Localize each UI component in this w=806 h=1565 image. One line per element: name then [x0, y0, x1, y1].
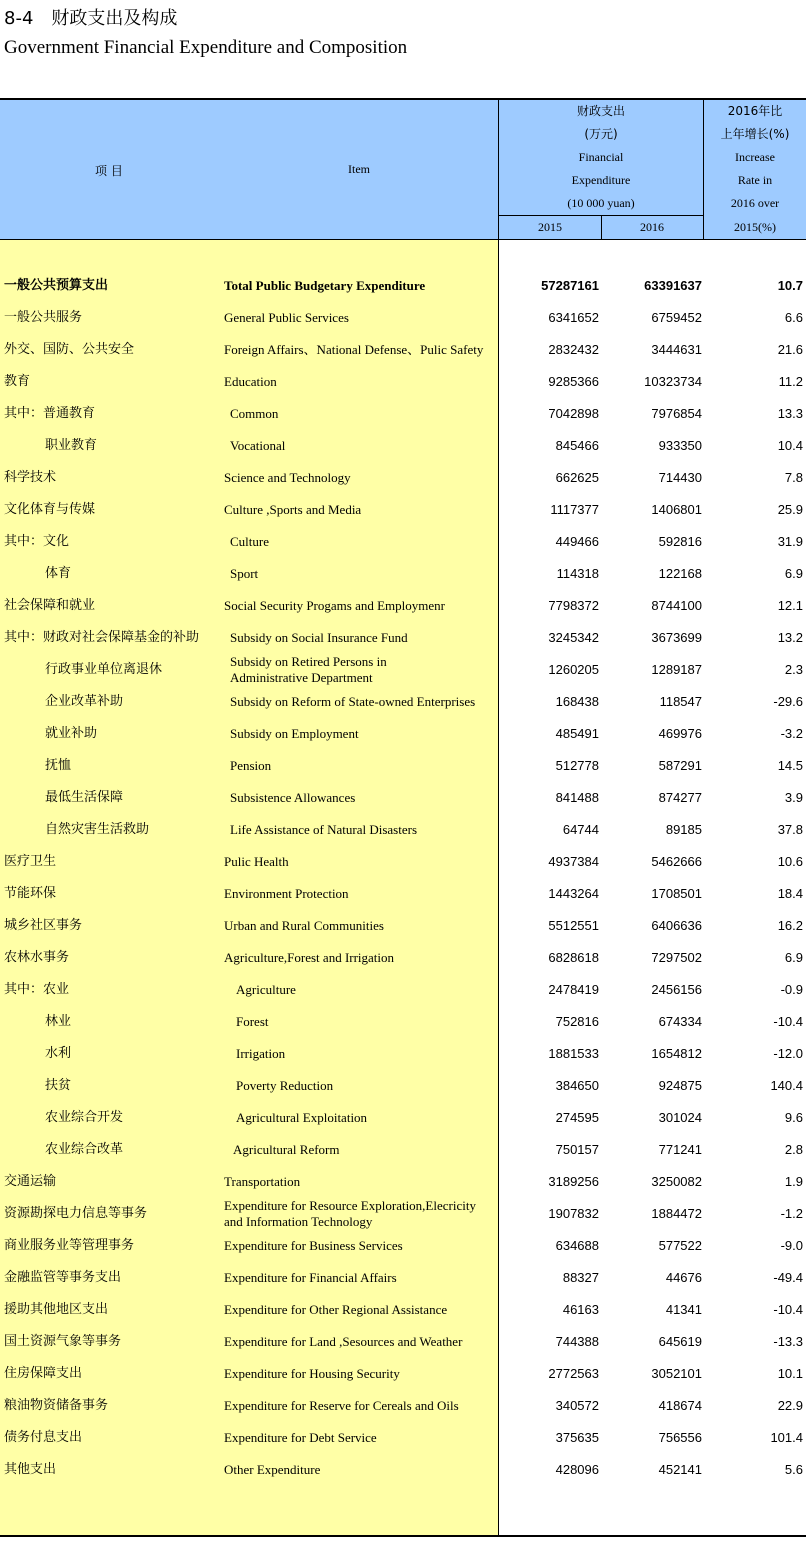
row-value-2016: 3250082: [651, 1174, 702, 1189]
row-item-cn: 最低生活保障: [45, 790, 124, 805]
row-growth-rate: 16.2: [777, 918, 803, 933]
header-exp-line: (万元): [584, 127, 618, 141]
table-row: [0, 462, 806, 494]
row-item-en: Foreign Affairs、National Defense、Pulic Safety: [224, 342, 484, 357]
row-item-cn: 水利: [45, 1046, 72, 1061]
row-item-en: Science and Technology: [224, 470, 351, 485]
row-item-en: Subsidy on Retired Persons in Administrative Department: [230, 654, 387, 685]
table-row: [0, 558, 806, 590]
row-item-en: Expenditure for Financial Affairs: [224, 1270, 397, 1285]
row-item-cn: 城乡社区事务: [4, 918, 83, 933]
row-value-2016: 63391637: [644, 278, 702, 293]
row-growth-rate: 11.2: [778, 374, 803, 389]
row-item-cn: 体育: [45, 566, 72, 581]
row-growth-rate: 7.8: [784, 470, 803, 485]
row-item-cn: 扶贫: [45, 1078, 72, 1093]
row-value-2016: 122168: [658, 566, 702, 581]
row-item-en: Agricultural Exploitation: [236, 1110, 368, 1125]
row-item-cn: 其他支出: [4, 1462, 57, 1477]
row-growth-rate: 31.9: [777, 534, 803, 549]
column-divider: [703, 100, 704, 239]
row-value-2015: 449466: [555, 534, 599, 549]
row-value-2016: 469976: [658, 726, 702, 741]
row-growth-rate: 14.5: [777, 758, 803, 773]
row-item-en: Culture ,Sports and Media: [224, 502, 362, 517]
table-row: [0, 622, 806, 654]
row-item-cn: 职业教育: [45, 438, 98, 453]
row-growth-rate: -12.0: [773, 1046, 803, 1061]
header-exp-line: Financial: [578, 150, 624, 164]
table-row: [0, 1326, 806, 1358]
row-value-2015: 1907832: [548, 1206, 599, 1221]
row-growth-rate: 1.9: [784, 1174, 803, 1189]
row-item-cn: 科学技术: [4, 470, 57, 485]
row-value-2016: 3444631: [651, 342, 702, 357]
row-item-en: Pension: [230, 758, 272, 773]
row-value-2015: 1260205: [548, 662, 599, 677]
row-growth-rate: 22.9: [777, 1398, 803, 1413]
row-item-en: Expenditure for Land ,Sesources and Weather: [224, 1334, 463, 1349]
row-growth-rate: 101.4: [770, 1430, 803, 1445]
table-row: [0, 526, 806, 558]
row-value-2016: 1406801: [651, 502, 702, 517]
row-item-cn: 住房保障支出: [4, 1366, 83, 1381]
table-row: [0, 1198, 806, 1230]
row-value-2016: 577522: [658, 1238, 702, 1253]
table-row: [0, 1070, 806, 1102]
row-item-en: Forest: [236, 1014, 269, 1029]
row-item-cn: 医疗卫生: [4, 854, 57, 869]
table-row: [0, 1358, 806, 1390]
table-row: [0, 878, 806, 910]
table-row: [0, 814, 806, 846]
row-growth-rate: 10.4: [777, 438, 803, 453]
row-item-cn: 就业补助: [45, 726, 98, 741]
row-value-2015: 750157: [555, 1142, 599, 1157]
table-row: [0, 398, 806, 430]
row-value-2015: 2832432: [548, 342, 599, 357]
row-item-en: Subsidy on Reform of State-owned Enterprises: [230, 694, 476, 709]
table-row: [0, 1166, 806, 1198]
row-value-2015: 114318: [556, 566, 599, 581]
row-item-en: Agricultural Reform: [233, 1142, 340, 1157]
table-row: [0, 1134, 806, 1166]
row-value-2016: 8744100: [651, 598, 702, 613]
row-value-2016: 418674: [658, 1398, 702, 1413]
table-row: [0, 334, 806, 366]
row-growth-rate: 25.9: [777, 502, 803, 517]
row-value-2016: 6406636: [651, 918, 702, 933]
row-growth-rate: -13.3: [773, 1334, 803, 1349]
header-inc-line: Increase: [735, 150, 775, 164]
row-value-2016: 452141: [658, 1462, 702, 1477]
header-year-2016: 2016: [640, 220, 664, 234]
row-value-2016: 6759452: [651, 310, 702, 325]
row-growth-rate: -29.6: [773, 694, 803, 709]
row-growth-rate: 6.9: [784, 950, 803, 965]
row-item-cn: 交通运输: [4, 1174, 57, 1189]
row-value-2016: 5462666: [651, 854, 702, 869]
row-value-2016: 1289187: [651, 662, 702, 677]
row-value-2015: 1443264: [548, 886, 599, 901]
row-value-2015: 752816: [555, 1014, 599, 1029]
row-item-en: Expenditure for Other Regional Assistance: [224, 1302, 448, 1317]
row-item-en: Other Expenditure: [224, 1462, 321, 1477]
row-growth-rate: 5.6: [784, 1462, 803, 1477]
row-value-2015: 662625: [555, 470, 599, 485]
row-item-en: Expenditure for Debt Service: [224, 1430, 377, 1445]
row-value-2015: 3189256: [548, 1174, 599, 1189]
row-value-2016: 1884472: [651, 1206, 702, 1221]
row-item-cn: 一般公共服务: [4, 310, 83, 325]
header-inc-line: Rate in: [737, 173, 773, 187]
header-inc-line: 2016年比: [727, 104, 783, 118]
row-value-2016: 592816: [658, 534, 702, 549]
table-title-en: Government Financial Expenditure and Composition: [4, 37, 408, 58]
row-item-cn: 农业综合改革: [45, 1142, 124, 1157]
table-row: [0, 1038, 806, 1070]
row-item-en: Sport: [230, 566, 259, 581]
row-growth-rate: -0.9: [780, 982, 803, 997]
row-value-2015: 512778: [555, 758, 599, 773]
row-growth-rate: 10.7: [777, 278, 803, 293]
table-row: [0, 1294, 806, 1326]
row-item-en: Poverty Reduction: [236, 1078, 334, 1093]
row-value-2016: 7297502: [651, 950, 702, 965]
row-item-en: Expenditure for Resource Exploration,Elecricity and Information Technology: [224, 1198, 476, 1229]
row-value-2015: 634688: [555, 1238, 599, 1253]
row-item-cn: 农林水事务: [4, 950, 70, 965]
row-growth-rate: 37.8: [777, 822, 803, 837]
header-exp-line: 财政支出: [576, 104, 625, 118]
header-divider: [601, 215, 602, 239]
table-row: [0, 1102, 806, 1134]
row-value-2015: 9285366: [548, 374, 599, 389]
row-value-2016: 674334: [658, 1014, 702, 1029]
table-row: [0, 846, 806, 878]
row-item-en: Urban and Rural Communities: [224, 918, 384, 933]
row-item-en: Expenditure for Reserve for Cereals and Oils: [224, 1398, 459, 1413]
row-value-2016: 874277: [658, 790, 702, 805]
row-value-2016: 924875: [658, 1078, 702, 1093]
row-item-cn: 粮油物资储备事务: [4, 1398, 109, 1413]
table-row: [0, 942, 806, 974]
row-item-en: Environment Protection: [224, 886, 349, 901]
header-exp-line: Expenditure: [571, 173, 631, 187]
row-item-en: Transportation: [224, 1174, 301, 1189]
row-value-2016: 3673699: [651, 630, 702, 645]
row-growth-rate: 12.1: [777, 598, 803, 613]
table-title-cn: 8-4 财政支出及构成: [4, 8, 178, 29]
row-value-2015: 46163: [562, 1302, 599, 1317]
row-item-en: General Public Services: [224, 310, 349, 325]
table-row: [0, 910, 806, 942]
row-value-2015: 428096: [555, 1462, 599, 1477]
row-value-2016: 301024: [658, 1110, 702, 1125]
table-row: [0, 1230, 806, 1262]
row-growth-rate: 21.6: [777, 342, 803, 357]
row-growth-rate: 18.4: [777, 886, 803, 901]
row-value-2015: 384650: [555, 1078, 599, 1093]
row-growth-rate: 6.9: [784, 566, 803, 581]
row-item-cn: 教育: [4, 374, 31, 389]
table-row: [0, 750, 806, 782]
row-item-en: Agriculture: [236, 982, 296, 997]
row-value-2015: 744388: [555, 1334, 599, 1349]
row-growth-rate: 10.1: [777, 1366, 803, 1381]
row-growth-rate: -10.4: [773, 1302, 803, 1317]
table-row: [0, 718, 806, 750]
row-item-cn: 其中：文化: [4, 534, 70, 549]
table-row: [0, 686, 806, 718]
expenditure-table: [0, 98, 806, 1537]
table-row: [0, 1390, 806, 1422]
row-growth-rate: 2.3: [784, 662, 803, 677]
row-value-2016: 89185: [665, 822, 702, 837]
table-row: [0, 590, 806, 622]
row-item-en: Subsidy on Social Insurance Fund: [230, 630, 408, 645]
row-growth-rate: -9.0: [780, 1238, 803, 1253]
row-value-2015: 3245342: [548, 630, 599, 645]
header-inc-line: 上年增长(%): [720, 127, 790, 141]
table-row: [0, 1422, 806, 1454]
row-value-2015: 340572: [555, 1398, 599, 1413]
row-item-cn: 文化体育与传媒: [4, 502, 96, 517]
row-value-2016: 118547: [659, 694, 702, 709]
header-inc-line: 2016 over: [730, 196, 780, 210]
row-value-2015: 1881533: [548, 1046, 599, 1061]
table-row: [0, 366, 806, 398]
row-growth-rate: 6.6: [784, 310, 803, 325]
row-growth-rate: -49.4: [773, 1270, 803, 1285]
row-item-en: Life Assistance of Natural Disasters: [230, 822, 418, 837]
row-item-cn: 债务付息支出: [4, 1430, 83, 1445]
row-value-2016: 10323734: [644, 374, 702, 389]
row-growth-rate: 13.3: [777, 406, 803, 421]
row-item-cn: 国土资源气象等事务: [4, 1334, 122, 1349]
header-year-2015: 2015: [538, 220, 562, 234]
row-item-cn: 社会保障和就业: [4, 598, 96, 613]
table-header: [0, 100, 806, 240]
row-item-en: Subsistence Allowances: [230, 790, 356, 805]
row-value-2015: 2478419: [548, 982, 599, 997]
row-value-2015: 7798372: [548, 598, 599, 613]
row-item-cn: 一般公共预算支出: [4, 278, 109, 293]
row-value-2015: 1117377: [550, 502, 599, 517]
row-value-2015: 5512551: [548, 918, 599, 933]
row-item-en: Agriculture,Forest and Irrigation: [224, 950, 395, 965]
row-value-2015: 7042898: [548, 406, 599, 421]
row-growth-rate: -10.4: [773, 1014, 803, 1029]
row-growth-rate: 10.6: [777, 854, 803, 869]
row-value-2015: 88327: [562, 1270, 599, 1285]
row-item-cn: 其中：普通教育: [4, 406, 96, 421]
row-growth-rate: -3.2: [780, 726, 803, 741]
row-value-2015: 274595: [555, 1110, 599, 1125]
row-growth-rate: 140.4: [770, 1078, 803, 1093]
row-item-en: Subsidy on Employment: [230, 726, 359, 741]
row-value-2015: 845466: [555, 438, 599, 453]
row-growth-rate: 13.2: [777, 630, 803, 645]
header-item-cn: 项 目: [95, 164, 123, 178]
row-value-2016: 1708501: [651, 886, 702, 901]
row-value-2015: 841488: [555, 790, 599, 805]
table-row: [0, 302, 806, 334]
row-value-2015: 168438: [555, 694, 599, 709]
row-item-cn: 节能环保: [4, 886, 57, 901]
row-item-en: Vocational: [230, 438, 286, 453]
row-growth-rate: 9.6: [784, 1110, 803, 1125]
row-value-2016: 2456156: [651, 982, 702, 997]
row-value-2016: 41341: [665, 1302, 702, 1317]
row-value-2016: 933350: [658, 438, 702, 453]
row-item-cn: 援助其他地区支出: [4, 1302, 109, 1317]
row-value-2016: 714430: [658, 470, 702, 485]
table-row: [0, 974, 806, 1006]
row-value-2015: 2772563: [548, 1366, 599, 1381]
row-growth-rate: 2.8: [784, 1142, 803, 1157]
row-item-en: Social Security Progams and Employmenr: [224, 598, 445, 613]
row-item-cn: 商业服务业等管理事务: [4, 1238, 135, 1253]
row-item-cn: 金融监管等事务支出: [4, 1270, 122, 1285]
row-growth-rate: -1.2: [780, 1206, 803, 1221]
row-item-cn: 外交、国防、公共安全: [4, 342, 135, 357]
header-item-en: Item: [348, 162, 370, 176]
table-row: [0, 782, 806, 814]
row-value-2016: 1654812: [651, 1046, 702, 1061]
row-item-cn: 林业: [45, 1014, 72, 1029]
table-row: [0, 494, 806, 526]
row-value-2015: 4937384: [548, 854, 599, 869]
row-item-cn: 企业改革补助: [45, 694, 124, 709]
row-item-cn: 其中：农业: [4, 982, 70, 997]
row-value-2015: 6828618: [548, 950, 599, 965]
row-value-2015: 6341652: [548, 310, 599, 325]
table-row: [0, 430, 806, 462]
row-item-en: Culture: [230, 534, 269, 549]
row-value-2016: 756556: [658, 1430, 702, 1445]
header-inc-line: 2015(%): [734, 220, 776, 234]
row-item-en: Total Public Budgetary Expenditure: [224, 278, 426, 293]
row-item-en: Education: [224, 374, 277, 389]
row-value-2016: 3052101: [651, 1366, 702, 1381]
table-row: [0, 1006, 806, 1038]
row-item-cn: 农业综合开发: [45, 1110, 124, 1125]
row-item-cn: 行政事业单位离退休: [45, 662, 163, 677]
row-value-2016: 44676: [665, 1270, 702, 1285]
row-item-en: Irrigation: [236, 1046, 286, 1061]
row-item-en: Expenditure for Housing Security: [224, 1366, 400, 1381]
row-value-2015: 375635: [555, 1430, 599, 1445]
row-value-2015: 57287161: [541, 278, 599, 293]
row-item-cn: 其中：财政对社会保障基金的补助: [4, 630, 200, 645]
table-row: [0, 270, 806, 302]
row-value-2016: 587291: [658, 758, 702, 773]
row-value-2016: 7976854: [651, 406, 702, 421]
row-item-cn: 自然灾害生活救助: [45, 822, 150, 837]
row-item-en: Common: [230, 406, 279, 421]
row-value-2016: 645619: [658, 1334, 702, 1349]
row-item-en: Pulic Health: [224, 854, 289, 869]
table-row: [0, 1454, 806, 1486]
row-item-cn: 抚恤: [45, 758, 72, 773]
row-value-2015: 485491: [555, 726, 599, 741]
table-row: [0, 654, 806, 686]
row-item-cn: 资源勘探电力信息等事务: [4, 1206, 148, 1221]
row-value-2015: 64744: [562, 822, 599, 837]
row-item-en: Expenditure for Business Services: [224, 1238, 403, 1253]
table-row: [0, 1262, 806, 1294]
row-growth-rate: 3.9: [784, 790, 803, 805]
header-exp-line: (10 000 yuan): [567, 196, 635, 210]
row-value-2016: 771241: [658, 1142, 702, 1157]
